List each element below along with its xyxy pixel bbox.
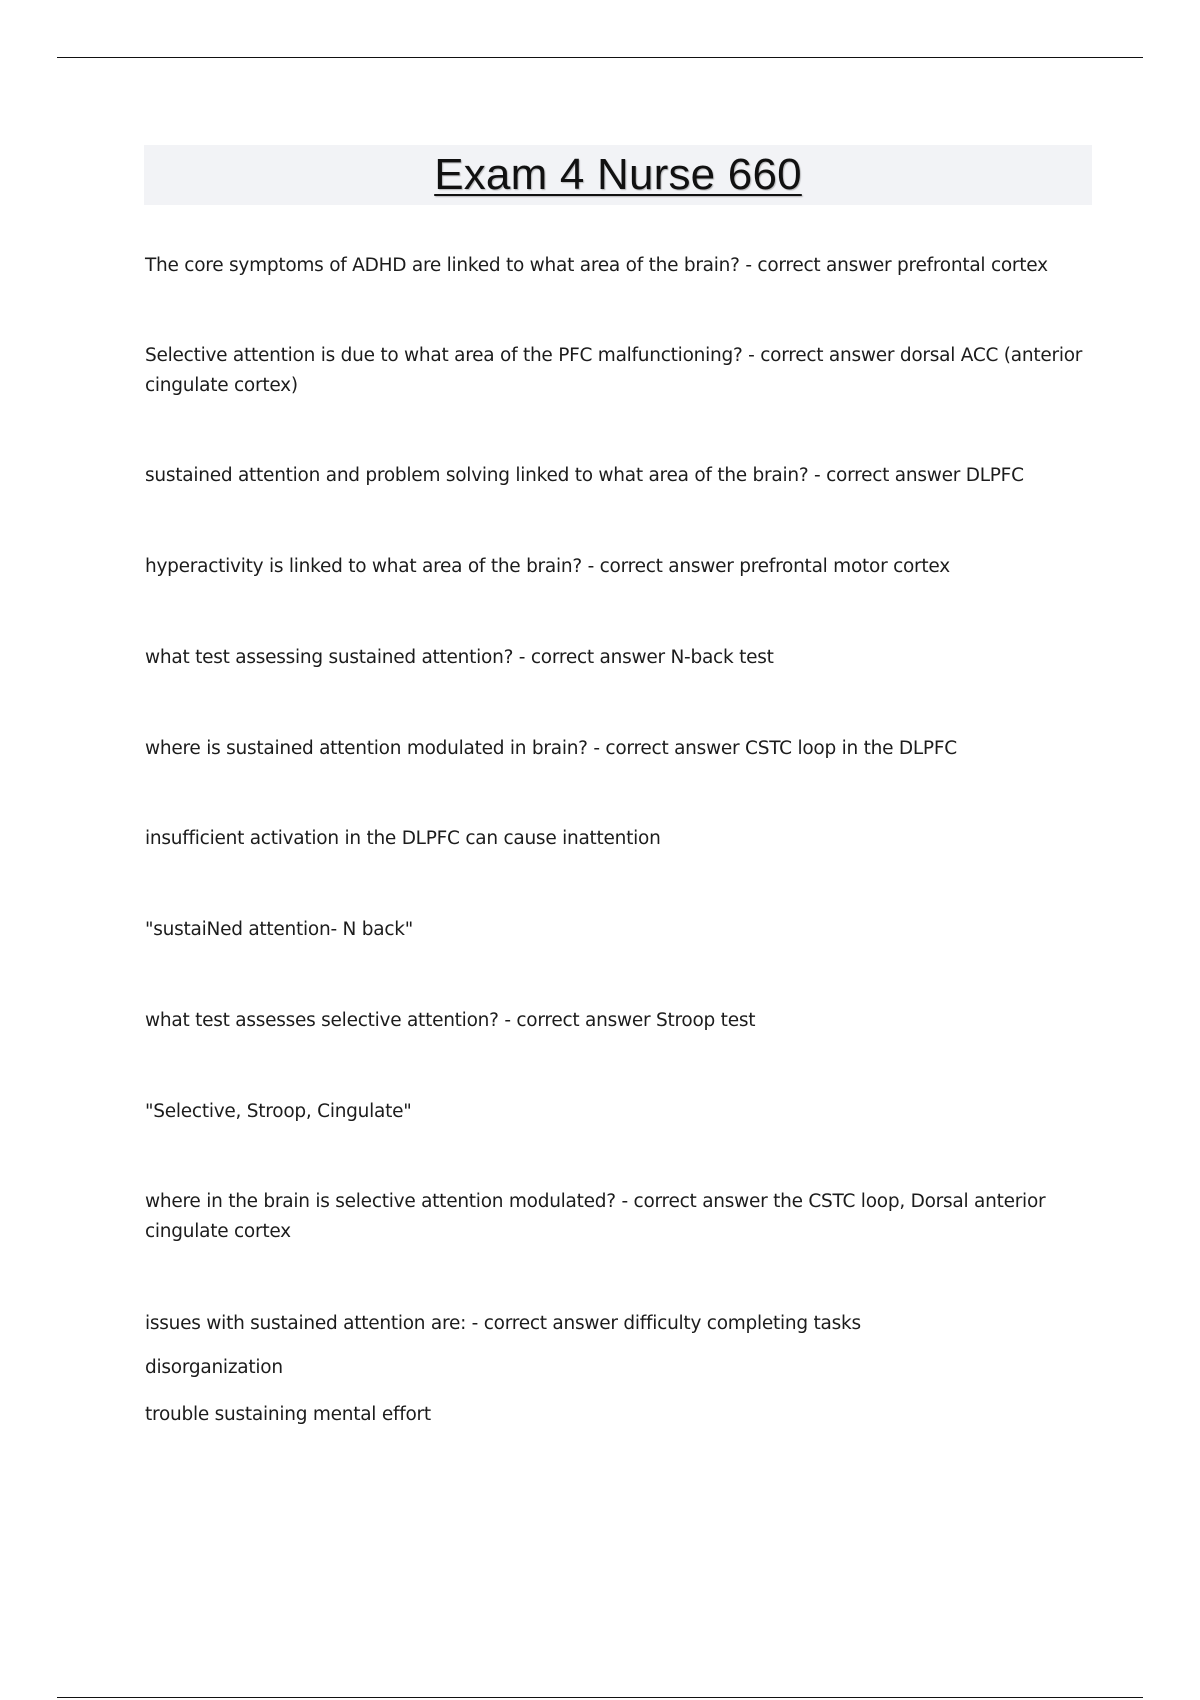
qa-entry-8: "sustaiNed attention- N back" bbox=[145, 919, 413, 940]
qa-entry-7: insufficient activation in the DLPFC can cause inattention bbox=[145, 828, 661, 849]
document-title: Exam 4 Nurse 660 bbox=[434, 150, 802, 199]
qa-entry-10: "Selective, Stroop, Cingulate" bbox=[145, 1101, 412, 1122]
qa-entry-6: where is sustained attention modulated in brain? - correct answer CSTC loop in the DLPFC bbox=[145, 738, 957, 759]
qa-entry-11: where in the brain is selective attention modulated? - correct answer the CSTC loop, Dorsal anterior cingulate cortex bbox=[145, 1191, 1046, 1242]
qa-entry-12-line-3: trouble sustaining mental effort bbox=[145, 1404, 431, 1425]
qa-entry-3: sustained attention and problem solving linked to what area of the brain? - correct answer DLPFC bbox=[145, 465, 1024, 486]
qa-entry-5: what test assessing sustained attention? - correct answer N-back test bbox=[145, 647, 774, 668]
top-rule bbox=[57, 57, 1143, 58]
qa-entry-12-line-2: disorganization bbox=[145, 1357, 283, 1378]
qa-entry-9: what test assesses selective attention? - correct answer Stroop test bbox=[145, 1010, 756, 1031]
qa-entry-4: hyperactivity is linked to what area of the brain? - correct answer prefrontal motor cortex bbox=[145, 556, 950, 577]
qa-entry-2: Selective attention is due to what area of the PFC malfunctioning? - correct answer dorsal ACC (anterior cingulate cortex) bbox=[145, 345, 1083, 396]
qa-entry-12: issues with sustained attention are: - correct answer difficulty completing tasks bbox=[145, 1313, 861, 1334]
qa-entry-1: The core symptoms of ADHD are linked to what area of the brain? - correct answer prefrontal cortex bbox=[145, 255, 1048, 276]
title-band bbox=[144, 145, 1092, 205]
bottom-rule bbox=[57, 1697, 1143, 1698]
